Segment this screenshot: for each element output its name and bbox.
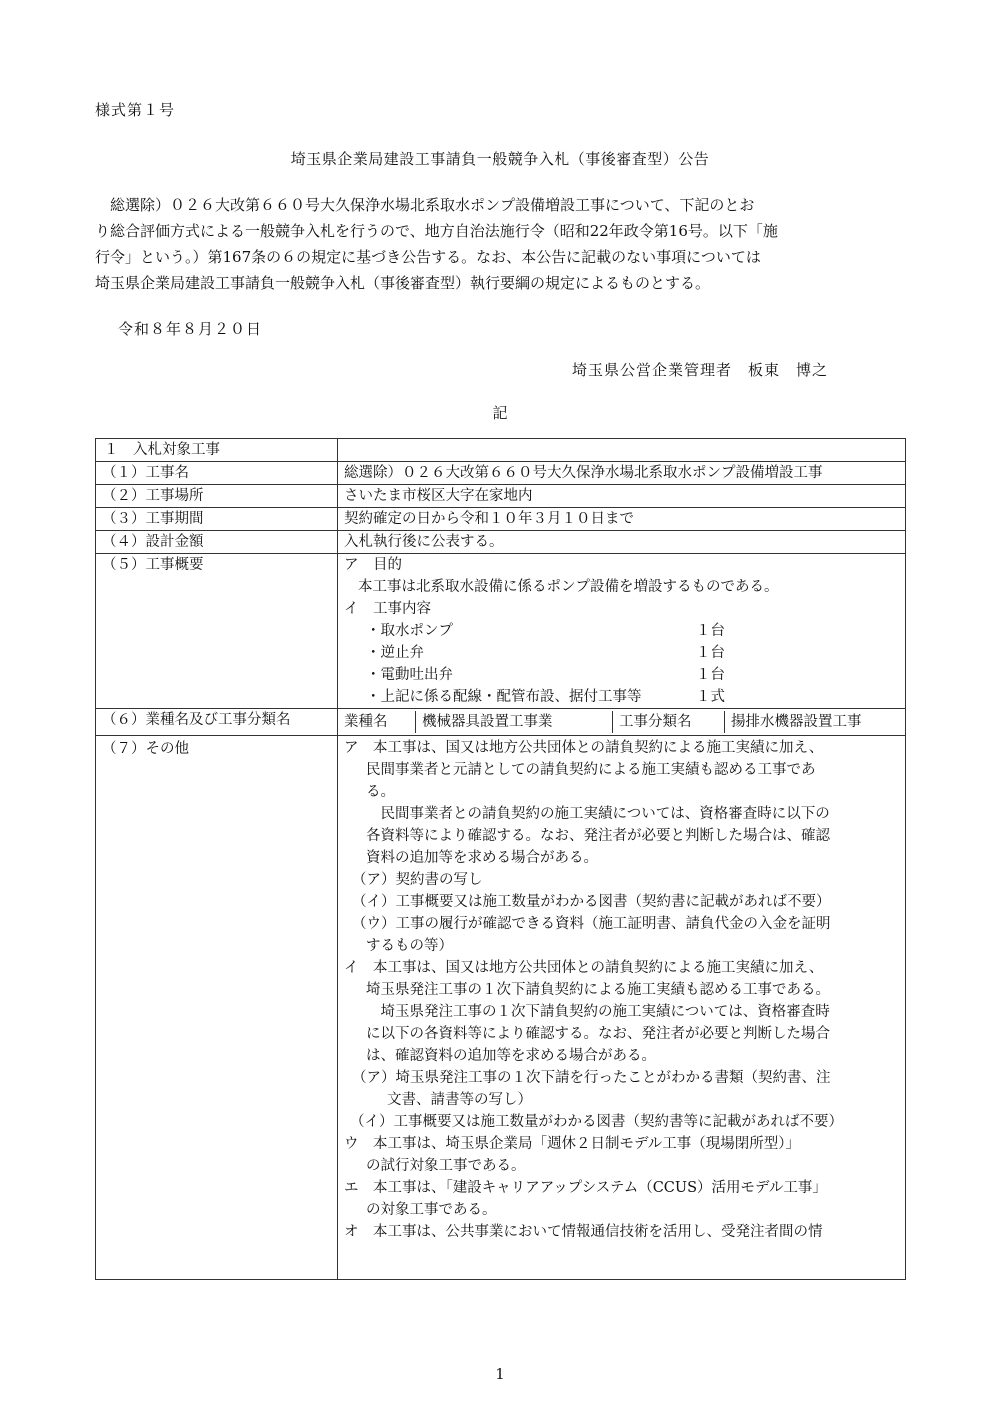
intro-line: り総合評価方式による一般競争入札を行うので、地方自治法施行令（昭和22年政令第16号。以下「施 (95, 222, 778, 240)
industry-value: 機械器具設置工事業 (415, 711, 612, 733)
ki-heading: 記 (492, 404, 508, 422)
issuer-name: 板東 博之 (748, 361, 829, 379)
industry-subtable (338, 711, 905, 733)
note-line: の対象工事である。 (366, 1202, 497, 1218)
page-number: 1 (495, 1365, 505, 1383)
section-heading: １ 入札対象工事 (96, 439, 338, 462)
note-line: 各資料等により確認する。なお、発注者が必要と判断した場合は、確認 (366, 828, 830, 844)
document-title: 埼玉県企業局建設工事請負一般競争入札（事後審査型）公告 (290, 150, 710, 168)
construction-overview (338, 554, 906, 709)
table-row (96, 485, 906, 508)
work-item-name: ・逆止弁 (366, 645, 424, 661)
announcement-date: 令和８年８月２０日 (118, 320, 263, 338)
construction-name: 総選除）０２６大改第６６０号大久保浄水場北系取水ポンプ設備増設工事 (338, 462, 906, 485)
note-line: 民間事業者との請負契約の施工実績については、資格審査時に以下の (366, 806, 830, 822)
note-line: の試行対象工事である。 (366, 1158, 526, 1174)
note-line: 埼玉県発注工事の１次下請負契約の施工実績については、資格審査時 (366, 1004, 830, 1020)
note-line: エ 本工事は、「建設キャリアアップシステム（CCUS）活用モデル工事」 (344, 1180, 827, 1196)
work-item-name: ・電動吐出弁 (366, 667, 453, 683)
work-item-qty: １台 (696, 667, 725, 683)
construction-site: さいたま市桜区大字在家地内 (338, 485, 906, 508)
note-line: （ウ）工事の履行が確認できる資料（施工証明書、請負代金の入金を証明 (352, 916, 831, 932)
note-line: するもの等） (366, 938, 453, 954)
work-item-name: ・上記に係る配線・配管布設、据付工事等 (366, 689, 642, 705)
empty-cell (338, 439, 906, 462)
work-item (344, 620, 899, 642)
note-line: （ア）契約書の写し (352, 872, 483, 888)
row-label: （７）その他 (96, 736, 338, 1280)
work-item (344, 664, 899, 686)
work-item-qty: １式 (696, 689, 725, 705)
note-line: （ア）埼玉県発注工事の１次下請を行ったことがわかる書類（契約書、注 (352, 1070, 831, 1086)
table-row (96, 709, 906, 736)
row-label: （４）設計金額 (96, 531, 338, 554)
work-item (344, 642, 899, 664)
details-table (95, 438, 906, 1280)
table-row (96, 439, 906, 462)
note-line: に以下の各資料等により確認する。なお、発注者が必要と判断した場合 (366, 1026, 830, 1042)
intro-line: 行令」という。）第167条の６の規定に基づき公告する。なお、本公告に記載のない事項については (95, 248, 761, 266)
row-label: （２）工事場所 (96, 485, 338, 508)
other-notes (338, 736, 906, 1280)
note-line: 文書、請書等の写し） (387, 1092, 532, 1108)
intro-line: 埼玉県企業局建設工事請負一般競争入札（事後審査型）執行要綱の規定によるものとする。 (95, 274, 711, 292)
work-item (344, 686, 899, 708)
table-row (96, 462, 906, 485)
industry-classification (338, 709, 906, 736)
note-line: ウ 本工事は、埼玉県企業局「週休２日制モデル工事（現場閉所型）」 (344, 1136, 801, 1152)
issuer-title: 埼玉県公営企業管理者 (572, 361, 733, 379)
design-amount: 入札執行後に公表する。 (338, 531, 906, 554)
table-row (96, 531, 906, 554)
row-label: （５）工事概要 (96, 554, 338, 709)
note-line: 民間事業者と元請としての請負契約による施工実績も認める工事であ (366, 762, 816, 778)
intro-line: 総選除）０２６大改第６６０号大久保浄水場北系取水ポンプ設備増設工事について、下記のとお (95, 196, 755, 214)
note-line: は、確認資料の追加等を求める場合がある。 (366, 1048, 656, 1064)
table-row (96, 508, 906, 531)
table-row (96, 554, 906, 709)
note-line: ア 本工事は、国又は地方公共団体との請負契約による施工実績に加え、 (344, 740, 824, 756)
note-line: 埼玉県発注工事の１次下請負契約による施工実績も認める工事である。 (366, 982, 830, 998)
industry-label: 業種名 (344, 714, 388, 730)
work-item-qty: １台 (696, 623, 725, 639)
construction-period: 契約確定の日から令和１０年３月１０日まで (338, 508, 906, 531)
note-line: る。 (366, 784, 395, 800)
row-label: （３）工事期間 (96, 508, 338, 531)
note-line: オ 本工事は、公共事業において情報通信技術を活用し、受発注者間の情 (344, 1224, 823, 1240)
purpose-heading: ア 目的 (344, 557, 402, 573)
classification-value: 揚排水機器設置工事 (724, 711, 905, 733)
classification-label: 工事分類名 (612, 711, 724, 733)
note-line: イ 本工事は、国又は地方公共団体との請負契約による施工実績に加え、 (344, 960, 824, 976)
purpose-text: 本工事は北系取水設備に係るポンプ設備を増設するものである。 (358, 579, 779, 595)
note-line: （イ）工事概要又は施工数量がわかる図書（契約書に記載があれば不要） (352, 894, 831, 910)
row-label: （１）工事名 (96, 462, 338, 485)
content-heading: イ 工事内容 (344, 601, 431, 617)
row-label: （６）業種名及び工事分類名 (96, 709, 338, 736)
issuer (572, 359, 844, 380)
note-line: 資料の追加等を求める場合がある。 (366, 850, 598, 866)
note-line: （イ）工事概要又は施工数量がわかる図書（契約書等に記載があれば不要） (350, 1114, 843, 1130)
intro-paragraph (95, 192, 907, 296)
work-item-qty: １台 (696, 645, 725, 661)
table-row (96, 736, 906, 1280)
work-item-name: ・取水ポンプ (366, 623, 453, 639)
form-number: 様式第１号 (95, 101, 176, 119)
